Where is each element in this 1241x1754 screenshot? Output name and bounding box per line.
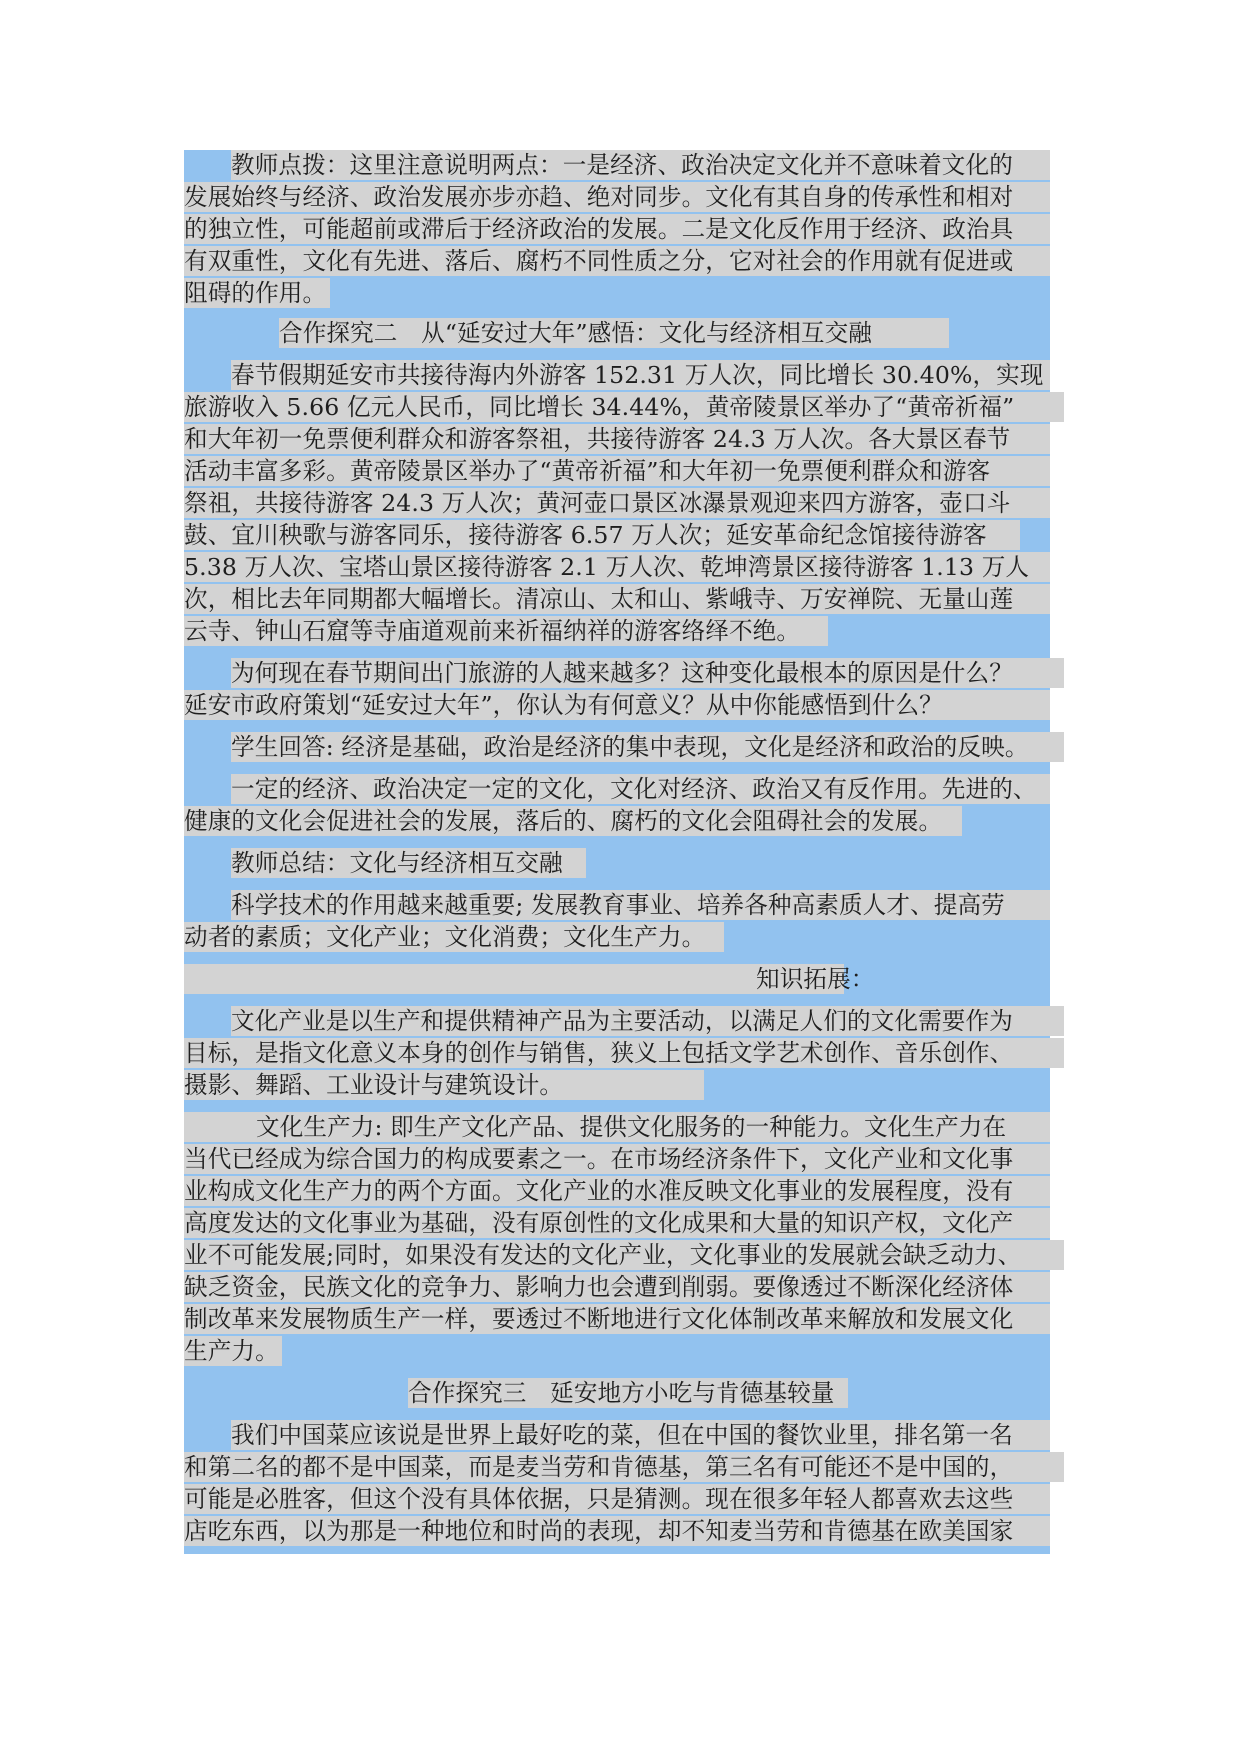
text-line: 祭祖，共接待游客 24.3 万人次；黄河壶口景区冰瀑景观迎来四方游客，壶口斗 bbox=[184, 488, 1050, 518]
text-line: 春节假期延安市共接待海内外游客 152.31 万人次，同比增长 30.40%，实现 bbox=[231, 360, 1050, 390]
text-line: 可能是必胜客，但这个没有具体依据，只是猜测。现在很多年轻人都喜欢去这些 bbox=[184, 1484, 1050, 1514]
text-line: 5.38 万人次、宝塔山景区接待游客 2.1 万人次、乾坤湾景区接待游客 1.13 万人 bbox=[184, 552, 1050, 582]
section-heading: 合作探究二 从“延安过大年”感悟：文化与经济相互交融 bbox=[279, 318, 949, 348]
text-line: 教师点拨：这里注意说明两点：一是经济、政治决定文化并不意味着文化的 bbox=[231, 150, 1050, 180]
knowledge-extension-label: 知识拓展： bbox=[756, 965, 875, 993]
text-line: 一定的经济、政治决定一定的文化，文化对经济、政治又有反作用。先进的、 bbox=[231, 774, 1050, 804]
text-line: 我们中国菜应该说是世界上最好吃的菜，但在中国的餐饮业里，排名第一名 bbox=[231, 1420, 1050, 1450]
section-heading bbox=[184, 964, 844, 994]
text-line: 业构成文化生产力的两个方面。文化产业的水准反映文化事业的发展程度，没有 bbox=[184, 1176, 1050, 1206]
text-line: 阻碍的作用。 bbox=[184, 278, 330, 308]
text-line: 的独立性，可能超前或滞后于经济政治的发展。二是文化反作用于经济、政治具 bbox=[184, 214, 1050, 244]
text-line: 店吃东西，以为那是一种地位和时尚的表现，却不知麦当劳和肯德基在欧美国家 bbox=[184, 1516, 1050, 1546]
section-heading: 合作探究三 延安地方小吃与肯德基较量 bbox=[408, 1378, 848, 1408]
text-line: 生产力。 bbox=[184, 1336, 282, 1366]
text-line: 有双重性，文化有先进、落后、腐朽不同性质之分，它对社会的作用就有促进或 bbox=[184, 246, 1050, 276]
text-line: 业不可能发展;同时，如果没有发达的文化产业，文化事业的发展就会缺乏动力、 bbox=[184, 1240, 1064, 1270]
text-line: 缺乏资金，民族文化的竞争力、影响力也会遭到削弱。要像透过不断深化经济体 bbox=[184, 1272, 1050, 1302]
text-line: 健康的文化会促进社会的发展，落后的、腐朽的文化会阻碍社会的发展。 bbox=[184, 806, 962, 836]
text-line: 制改革来发展物质生产一样，要透过不断地进行文化体制改革来解放和发展文化 bbox=[184, 1304, 1050, 1334]
text-line: 目标，是指文化意义本身的创作与销售，狭义上包括文学艺术创作、音乐创作、 bbox=[184, 1038, 1064, 1068]
text-line: 发展始终与经济、政治发展亦步亦趋、绝对同步。文化有其自身的传承性和相对 bbox=[184, 182, 1050, 212]
text-line: 次，相比去年同期都大幅增长。清凉山、太和山、紫峨寺、万安禅院、无量山莲 bbox=[184, 584, 1050, 614]
text-line: 鼓、宜川秧歌与游客同乐，接待游客 6.57 万人次；延安革命纪念馆接待游客 bbox=[184, 520, 1020, 550]
text-line: 活动丰富多彩。黄帝陵景区举办了“黄帝祈福”和大年初一免票便利群众和游客 bbox=[184, 456, 1050, 486]
text-line: 科学技术的作用越来越重要; 发展教育事业、培养各种高素质人才、提高劳 bbox=[231, 890, 1050, 920]
text-line: 延安市政府策划“延安过大年”，你认为有何意义？从中你能感悟到什么？ bbox=[184, 690, 1050, 720]
text-line: 摄影、舞蹈、工业设计与建筑设计。 bbox=[184, 1070, 704, 1100]
text-line: 文化产业是以生产和提供精神产品为主要活动，以满足人们的文化需要作为 bbox=[231, 1006, 1064, 1036]
text-line: 云寺、钟山石窟等寺庙道观前来祈福纳祥的游客络绎不绝。 bbox=[184, 616, 828, 646]
text-line: 学生回答: 经济是基础，政治是经济的集中表现，文化是经济和政治的反映。 bbox=[231, 732, 1064, 762]
text-line: 动者的素质；文化产业；文化消费；文化生产力。 bbox=[184, 922, 724, 952]
text-line: 教师总结：文化与经济相互交融 bbox=[231, 848, 586, 878]
text-line: 高度发达的文化事业为基础，没有原创性的文化成果和大量的知识产权，文化产 bbox=[184, 1208, 1050, 1238]
text-line: 当代已经成为综合国力的构成要素之一。在市场经济条件下，文化产业和文化事 bbox=[184, 1144, 1050, 1174]
document-page bbox=[184, 150, 1050, 1554]
text-line: 和第二名的都不是中国菜，而是麦当劳和肯德基，第三名有可能还不是中国的， bbox=[184, 1452, 1064, 1482]
text-line: 旅游收入 5.66 亿元人民币，同比增长 34.44%，黄帝陵景区举办了“黄帝祈福” bbox=[184, 392, 1064, 422]
text-line: 和大年初一免票便利群众和游客祭祖，共接待游客 24.3 万人次。各大景区春节 bbox=[184, 424, 1050, 454]
text-line: 文化生产力: 即生产文化产品、提供文化服务的一种能力。文化生产力在 bbox=[184, 1112, 1050, 1142]
text-line: 为何现在春节期间出门旅游的人越来越多？这种变化最根本的原因是什么？ bbox=[231, 658, 1064, 688]
